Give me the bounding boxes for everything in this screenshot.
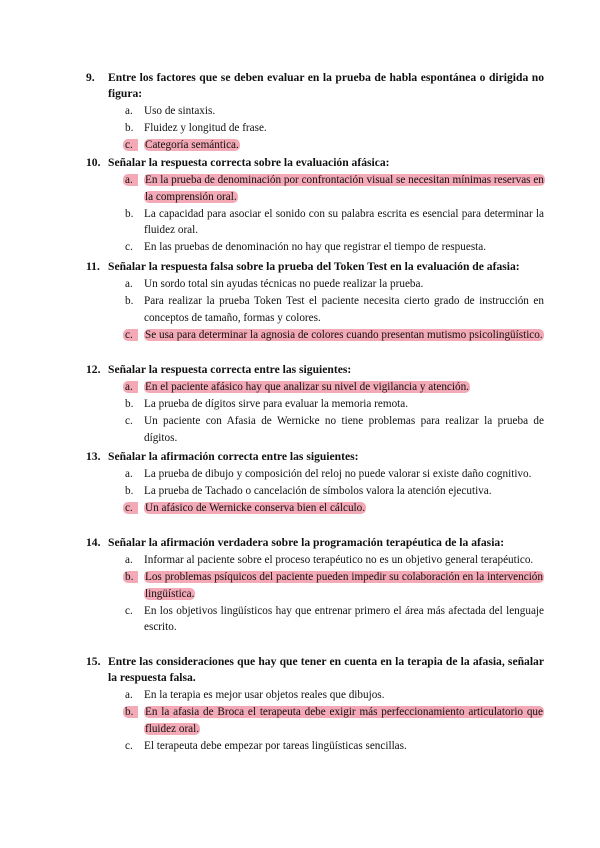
option-text: El terapeuta debe empezar por tareas lingüísticas sencillas.	[144, 739, 407, 752]
option-letter: a.	[125, 689, 133, 701]
option-c-highlighted	[125, 327, 544, 344]
option-text: Fluidez y longitud de frase.	[144, 122, 267, 134]
option-a-highlighted	[125, 172, 544, 205]
option-text: La capacidad para asociar el sonido con su palabra escrita es esencial para determinar la fluidez oral.	[144, 207, 544, 236]
option-text-highlight: Categoría semántica.	[145, 139, 239, 151]
question-11	[86, 259, 544, 344]
option-a-highlighted	[125, 379, 544, 396]
question-number: 10.	[86, 156, 101, 169]
option-a	[125, 687, 544, 704]
option-b	[125, 483, 544, 500]
options-list	[125, 466, 544, 517]
option-text: Uso de sintaxis.	[144, 105, 216, 117]
option-c	[125, 413, 544, 446]
option-text: Un sordo total sin ayudas técnicas no puede realizar la prueba.	[144, 278, 424, 290]
option-letter: c.	[125, 241, 133, 253]
question-number: 14.	[86, 536, 101, 549]
question-text: Señalar la respuesta correcta entre las siguientes:	[108, 363, 352, 376]
option-letter: b.	[125, 485, 134, 497]
option-c	[125, 239, 544, 256]
option-a	[125, 103, 544, 120]
option-text-highlight: En el paciente afásico hay que analizar su nivel de vigilancia y atención.	[145, 381, 469, 393]
option-text: En la terapia es mejor usar objetos reales que dibujos.	[144, 689, 385, 701]
question-number: 12.	[86, 363, 101, 376]
question-text: Señalar la afirmación verdadera sobre la programación terapéutica de la afasia:	[108, 536, 505, 549]
option-a	[125, 552, 544, 569]
question-number: 9.	[86, 71, 95, 84]
option-text: Un paciente con Afasia de Wernicke no tiene problemas para realizar la prueba de dígitos.	[144, 415, 544, 444]
option-text: En las pruebas de denominación no hay que registrar el tiempo de respuesta.	[144, 241, 487, 253]
option-text-highlight: Los problemas psíquicos del paciente pueden impedir su colaboración en la intervención lingüística.	[145, 571, 543, 600]
option-letter: c.	[125, 415, 133, 427]
option-letter: a.	[123, 381, 138, 393]
option-letter: a.	[125, 105, 133, 117]
option-c	[125, 603, 544, 636]
option-text: Informar al paciente sobre el proceso terapéutico no es un objetivo general terapéutico.	[144, 554, 534, 566]
option-c-highlighted	[125, 137, 544, 154]
question-text: Entre las consideraciones que hay que tener en cuenta en la terapia de la afasia, señalar la respuesta falsa.	[108, 655, 544, 684]
question-text: Señalar la respuesta correcta sobre la evaluación afásica:	[108, 156, 390, 169]
option-b-highlighted	[125, 569, 544, 602]
option-letter: b.	[125, 122, 134, 134]
option-text: La prueba de Tachado o cancelación de símbolos valora la atención ejecutiva.	[144, 485, 492, 497]
option-letter: b.	[125, 295, 134, 307]
option-text: En los objetivos lingüísticos hay que entrenar primero el área más afectada del lenguaje escrito.	[144, 604, 544, 633]
options-list	[125, 379, 544, 446]
question-number: 11.	[86, 260, 100, 273]
option-letter: a.	[125, 554, 133, 566]
option-text: La prueba de dibujo y composición del reloj no puede valorar si existe daño cognitivo.	[144, 468, 532, 480]
option-b-highlighted	[125, 704, 544, 737]
option-text: Para realizar la prueba Token Test el paciente necesita cierto grado de instrucción en conceptos de tamaño, formas y colores.	[144, 295, 544, 324]
option-c-highlighted	[125, 500, 544, 517]
option-letter: c.	[125, 739, 133, 752]
question-text: Señalar la afirmación correcta entre las siguientes:	[108, 450, 359, 463]
question-9	[86, 70, 544, 154]
question-13	[86, 449, 544, 517]
option-b	[125, 396, 544, 413]
option-letter: c.	[123, 502, 138, 514]
option-letter: c.	[123, 329, 138, 341]
option-text: La prueba de dígitos sirve para evaluar la memoria remota.	[144, 398, 409, 410]
option-letter: b.	[123, 571, 138, 583]
option-letter: a.	[123, 174, 138, 186]
question-number: 13.	[86, 450, 101, 463]
options-list	[125, 276, 544, 343]
option-letter: b.	[125, 398, 134, 410]
option-a	[125, 466, 544, 483]
question-number: 15.	[86, 655, 101, 668]
option-letter: a.	[125, 468, 133, 480]
question-14	[86, 535, 544, 636]
question-15	[86, 654, 544, 755]
option-letter: c.	[125, 604, 133, 617]
option-text-highlight: En la afasia de Broca el terapeuta debe exigir más perfeccionamiento articulatorio que fluidez oral.	[145, 706, 543, 735]
option-letter: c.	[123, 139, 138, 151]
option-c	[125, 738, 544, 755]
option-text-highlight: Un afásico de Wernicke conserva bien el cálculo.	[145, 502, 366, 514]
question-10	[86, 155, 544, 256]
option-b	[125, 120, 544, 137]
question-text: Entre los factores que se deben evaluar en la prueba de habla espontánea o dirigida no figura:	[108, 71, 544, 100]
options-list	[125, 687, 544, 754]
options-list	[125, 172, 544, 256]
option-letter: a.	[125, 278, 133, 290]
option-letter: b.	[125, 207, 134, 220]
option-b	[125, 206, 544, 239]
question-text: Señalar la respuesta falsa sobre la prueba del Token Test en la evaluación de afasia:	[108, 260, 520, 273]
options-list	[125, 552, 544, 636]
option-b	[125, 293, 544, 326]
option-text-highlight: Se usa para determinar la agnosia de colores cuando presentan mutismo psicolingüístico.	[145, 328, 543, 341]
question-12	[86, 362, 544, 447]
options-list	[125, 103, 544, 154]
option-letter: b.	[123, 706, 138, 718]
option-a	[125, 276, 544, 293]
option-text-highlight: En la prueba de denominación por confrontación visual se necesitan mínimas reservas en la comprensión oral.	[145, 174, 544, 203]
